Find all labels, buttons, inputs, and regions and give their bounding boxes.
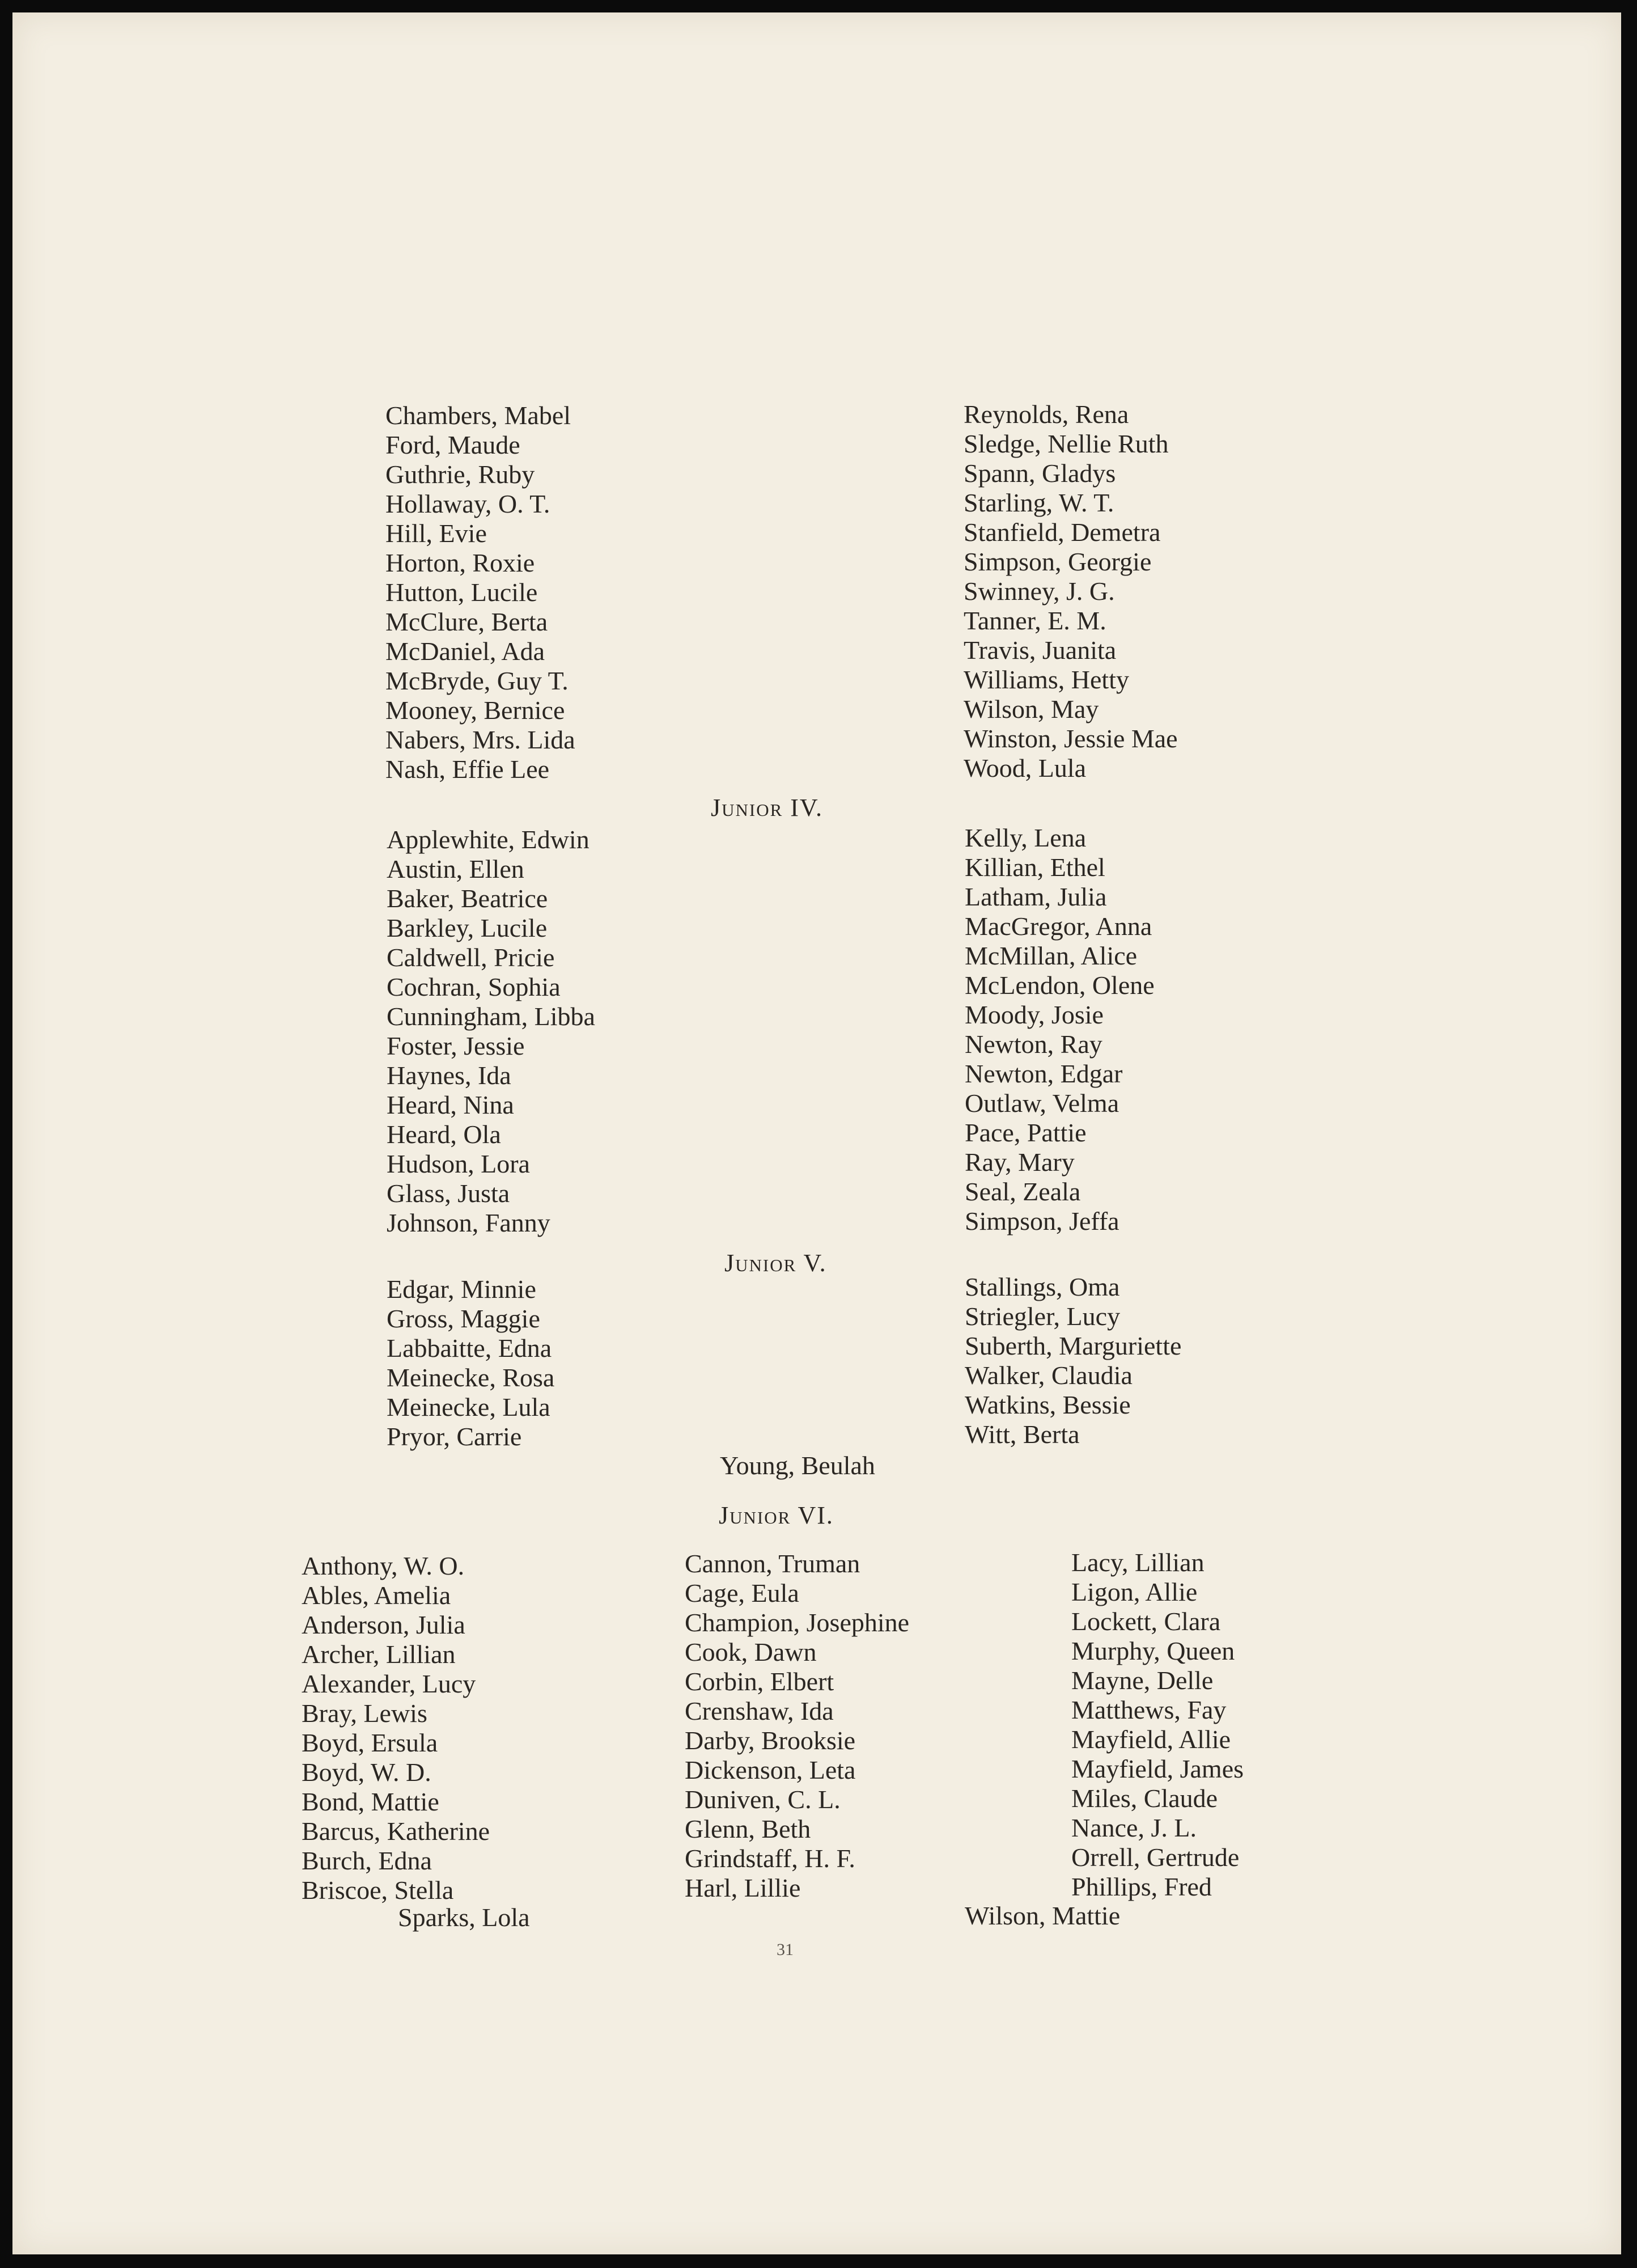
name-entry: Latham, Julia — [965, 882, 1107, 911]
name-entry: Murphy, Queen — [1071, 1636, 1235, 1665]
name-entry: Simpson, Jeffa — [965, 1207, 1119, 1235]
junior-vi-heading — [719, 1501, 834, 1530]
name-entry: Mayfield, Allie — [1071, 1725, 1231, 1754]
name-entry: Anthony, W. O. — [302, 1551, 465, 1580]
name-entry: Archer, Lillian — [302, 1640, 456, 1669]
name-entry: Suberth, Marguriette — [965, 1331, 1182, 1360]
name-entry: Foster, Jessie — [387, 1031, 525, 1060]
name-entry: Duniven, C. L. — [685, 1785, 841, 1814]
name-entry: Lacy, Lillian — [1071, 1548, 1205, 1577]
name-entry: Matthews, Fay — [1071, 1695, 1227, 1724]
name-entry: Nance, J. L. — [1071, 1813, 1197, 1842]
document-page — [12, 12, 1621, 2254]
name-entry: Johnson, Fanny — [387, 1208, 550, 1237]
name-entry: Hudson, Lora — [387, 1149, 530, 1178]
name-entry: Corbin, Elbert — [685, 1667, 834, 1696]
name-entry: Applewhite, Edwin — [387, 825, 590, 854]
name-entry: Bray, Lewis — [302, 1699, 427, 1728]
name-entry: Outlaw, Velma — [965, 1089, 1119, 1118]
name-entry: Newton, Edgar — [965, 1059, 1123, 1088]
name-entry: Guthrie, Ruby — [385, 460, 535, 489]
top-left-column — [385, 401, 575, 784]
name-entry: Watkins, Bessie — [965, 1390, 1131, 1419]
name-entry: Hutton, Lucile — [385, 578, 538, 607]
name-entry: Burch, Edna — [302, 1846, 432, 1875]
name-entry: Austin, Ellen — [387, 854, 524, 883]
junior-vi-extra-left: Sparks, Lola — [398, 1903, 530, 1932]
name-entry: Heard, Nina — [387, 1090, 514, 1119]
name-entry: Cage, Eula — [685, 1579, 799, 1607]
name-entry: Reynolds, Rena — [964, 400, 1129, 429]
name-entry: Pace, Pattie — [965, 1118, 1087, 1147]
name-entry: Horton, Roxie — [385, 548, 535, 577]
name-entry: Ray, Mary — [965, 1148, 1075, 1177]
page-number: 31 — [777, 1940, 794, 1959]
name-entry: Hill, Evie — [385, 519, 487, 548]
name-entry: Witt, Berta — [965, 1420, 1080, 1449]
name-entry: Alexander, Lucy — [302, 1669, 476, 1698]
name-entry: Cochran, Sophia — [387, 972, 561, 1001]
name-entry: Walker, Claudia — [965, 1361, 1133, 1390]
name-entry: Starling, W. T. — [964, 488, 1114, 517]
name-entry: Stanfield, Demetra — [964, 518, 1161, 547]
name-entry: Champion, Josephine — [685, 1608, 910, 1637]
name-entry: Nash, Effie Lee — [385, 755, 550, 784]
name-entry: Mayfield, James — [1071, 1754, 1244, 1783]
junior-vi-extra-right: Wilson, Mattie — [965, 1901, 1121, 1930]
name-entry: Cunningham, Libba — [387, 1002, 595, 1031]
name-entry: Ligon, Allie — [1071, 1577, 1198, 1606]
name-entry: Meinecke, Rosa — [387, 1363, 555, 1392]
name-entry: Miles, Claude — [1071, 1784, 1218, 1813]
name-entry: Haynes, Ida — [387, 1061, 511, 1090]
junior-vi-column-1 — [302, 1551, 490, 1905]
name-entry: Labbaitte, Edna — [387, 1334, 552, 1363]
junior-iv-right-column — [965, 823, 1155, 1236]
name-entry: Kelly, Lena — [965, 823, 1087, 852]
name-entry: Caldwell, Pricie — [387, 943, 555, 972]
name-entry: Wilson, May — [964, 695, 1099, 723]
name-entry: Cannon, Truman — [685, 1549, 860, 1578]
name-entry: McMillan, Alice — [965, 941, 1138, 970]
name-entry: Nabers, Mrs. Lida — [385, 725, 575, 754]
name-entry: Williams, Hetty — [964, 665, 1129, 694]
junior-vi-column-2 — [685, 1549, 909, 1903]
name-entry: Glenn, Beth — [685, 1814, 811, 1843]
name-entry: Heard, Ola — [387, 1120, 501, 1149]
name-entry: McClure, Berta — [385, 607, 548, 636]
name-entry: Mooney, Bernice — [385, 696, 565, 725]
name-entry: Boyd, Ersula — [302, 1728, 438, 1757]
name-entry: Tanner, E. M. — [964, 606, 1106, 635]
name-entry: Wood, Lula — [964, 754, 1087, 782]
junior-iv-left-column — [387, 825, 595, 1238]
name-entry: Winston, Jessie Mae — [964, 724, 1178, 753]
junior-iv-heading — [711, 793, 823, 822]
name-entry: Pryor, Carrie — [387, 1422, 522, 1451]
name-entry: Simpson, Georgie — [964, 547, 1152, 576]
name-entry: Orrell, Gertrude — [1071, 1843, 1240, 1872]
top-right-column — [964, 400, 1178, 783]
name-entry: Boyd, W. D. — [302, 1758, 431, 1787]
name-entry: Crenshaw, Ida — [685, 1696, 834, 1725]
junior-iv-heading-text: Junior IV. — [711, 794, 824, 822]
name-entry: Newton, Ray — [965, 1030, 1102, 1059]
name-entry: Barkley, Lucile — [387, 913, 548, 942]
name-entry: Anderson, Julia — [302, 1610, 465, 1639]
junior-vi-column-3 — [1071, 1548, 1244, 1902]
name-entry: Dickenson, Leta — [685, 1755, 856, 1784]
junior-v-right-column — [965, 1272, 1181, 1449]
name-entry: Moody, Josie — [965, 1000, 1104, 1029]
name-entry: Edgar, Minnie — [387, 1275, 536, 1304]
name-entry: McLendon, Olene — [965, 971, 1155, 1000]
junior-vi-heading-text: Junior VI. — [719, 1501, 834, 1529]
name-entry: Swinney, J. G. — [964, 577, 1115, 606]
name-entry: Seal, Zeala — [965, 1177, 1081, 1206]
name-entry: Chambers, Mabel — [385, 401, 571, 430]
name-entry: Bond, Mattie — [302, 1787, 439, 1816]
name-entry: Spann, Gladys — [964, 459, 1116, 488]
junior-v-heading — [724, 1249, 827, 1277]
name-entry: Baker, Beatrice — [387, 884, 548, 913]
name-entry: Cook, Dawn — [685, 1637, 817, 1666]
name-entry: Harl, Lillie — [685, 1873, 801, 1902]
name-entry: Gross, Maggie — [387, 1304, 540, 1333]
name-entry: Hollaway, O. T. — [385, 489, 550, 518]
name-entry: Darby, Brooksie — [685, 1726, 856, 1755]
junior-v-extra-name: Young, Beulah — [720, 1451, 875, 1480]
name-entry: MacGregor, Anna — [965, 912, 1152, 941]
name-entry: Sledge, Nellie Ruth — [964, 429, 1169, 458]
name-entry: Striegler, Lucy — [965, 1302, 1121, 1331]
junior-v-left-column — [387, 1275, 554, 1452]
name-entry: McBryde, Guy T. — [385, 666, 569, 695]
junior-v-heading-text: Junior V. — [724, 1249, 827, 1277]
name-entry: Ford, Maude — [385, 430, 520, 459]
name-entry: Briscoe, Stella — [302, 1876, 454, 1905]
name-entry: Travis, Juanita — [964, 636, 1117, 665]
name-entry: Grindstaff, H. F. — [685, 1844, 855, 1873]
name-entry: Lockett, Clara — [1071, 1607, 1221, 1636]
name-entry: Ables, Amelia — [302, 1581, 451, 1610]
name-entry: McDaniel, Ada — [385, 637, 545, 666]
name-entry: Glass, Justa — [387, 1179, 510, 1208]
name-entry: Phillips, Fred — [1071, 1872, 1212, 1901]
name-entry: Stallings, Oma — [965, 1272, 1120, 1301]
name-entry: Mayne, Delle — [1071, 1666, 1214, 1695]
name-entry: Meinecke, Lula — [387, 1393, 550, 1421]
name-entry: Barcus, Katherine — [302, 1817, 490, 1846]
name-entry: Killian, Ethel — [965, 853, 1105, 882]
